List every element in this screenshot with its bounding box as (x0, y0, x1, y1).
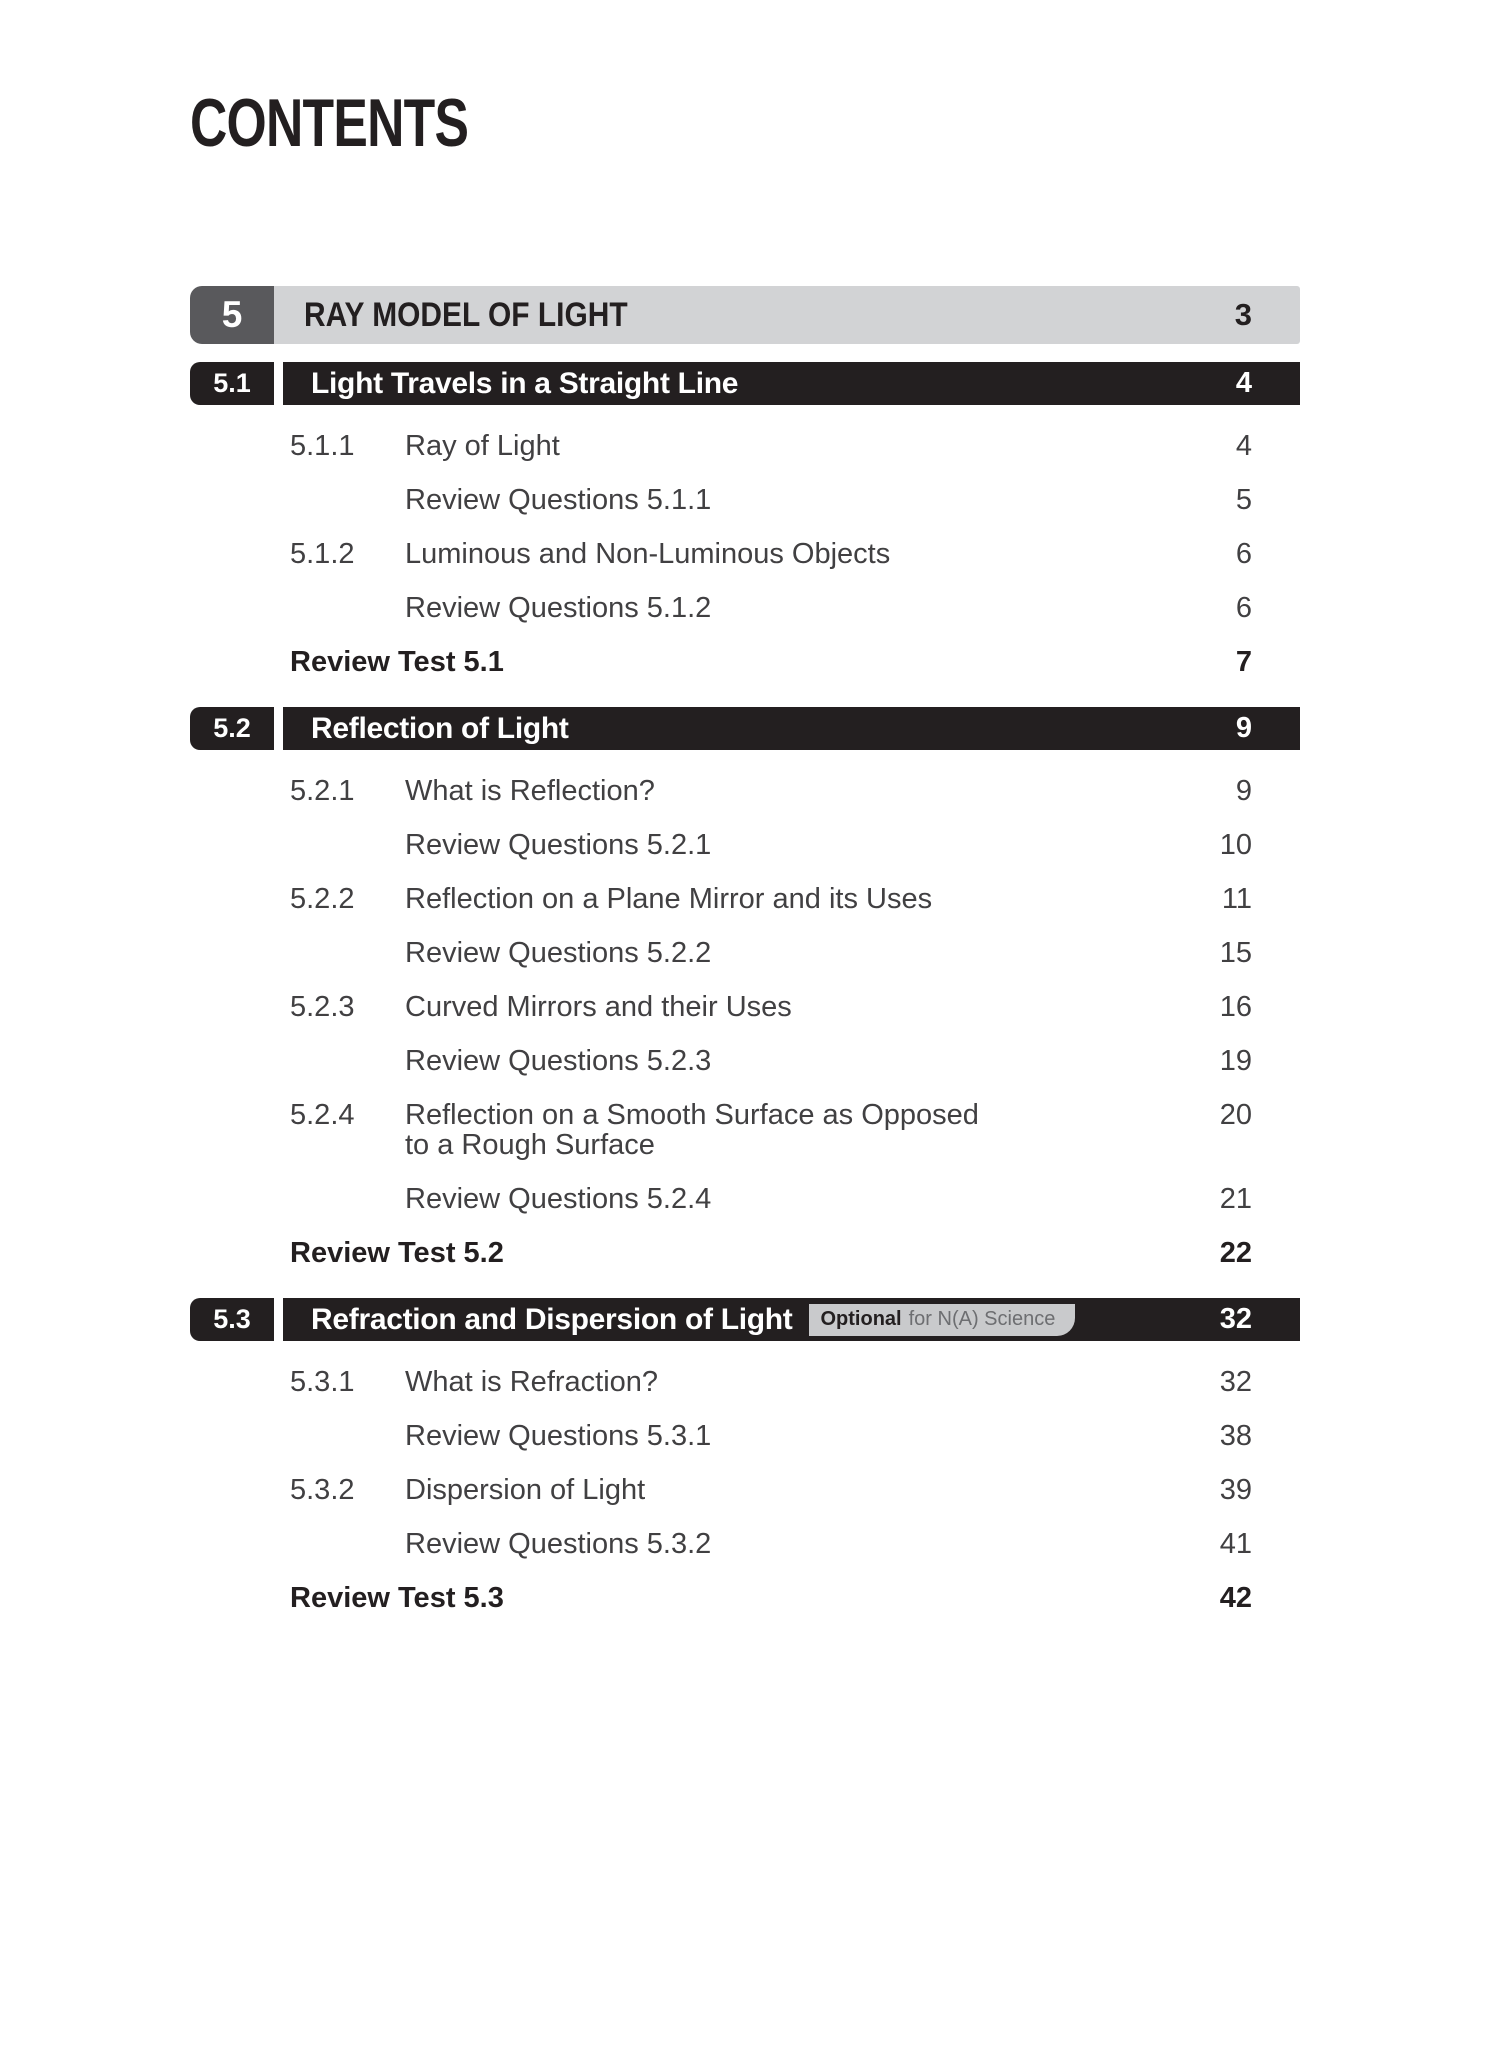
item-title-line-2: to a Rough Surface (405, 1129, 655, 1161)
item-page-number: 41 (1219, 1528, 1252, 1560)
item-title: Review Questions 5.1.1 (405, 484, 712, 516)
item-number: 5.2.4 (290, 1099, 355, 1131)
item-title: What is Refraction? (405, 1366, 659, 1398)
item-title: What is Reflection? (405, 775, 655, 807)
item-page-number: 6 (1235, 538, 1252, 570)
item-number: 5.2.1 (290, 775, 355, 807)
item-number: 5.1.1 (290, 430, 355, 462)
section-header-5-3 (190, 1298, 1300, 1341)
item-number: 5.3.1 (290, 1366, 355, 1398)
item-title: Reflection on a Plane Mirror and its Uses (405, 883, 933, 915)
item-number: 5.2.3 (290, 991, 355, 1023)
optional-badge-text: for N(A) Science (908, 1307, 1056, 1330)
item-page-number: 32 (1219, 1366, 1252, 1398)
review-test-title: Review Test 5.1 (290, 646, 504, 678)
toc-item (190, 1409, 1300, 1463)
review-test-title: Review Test 5.2 (290, 1237, 504, 1269)
toc-item (190, 419, 1300, 473)
toc-item (190, 1034, 1300, 1088)
item-page-number: 16 (1219, 991, 1252, 1023)
toc-item (190, 581, 1300, 635)
item-title (405, 1100, 1182, 1160)
table-of-contents (190, 0, 1300, 1637)
toc-item (190, 473, 1300, 527)
item-title: Review Questions 5.2.4 (405, 1183, 712, 1215)
toc-item (190, 1172, 1300, 1226)
page-title (190, 85, 1300, 161)
chapter-header-bar (274, 286, 1300, 344)
item-page-number: 10 (1219, 829, 1252, 861)
chapter-title: RAY MODEL OF LIGHT (304, 295, 628, 334)
section-header-bar (283, 1298, 1300, 1341)
section-5-1-items (190, 405, 1300, 701)
section-5-2-items (190, 750, 1300, 1292)
toc-item (190, 980, 1300, 1034)
chapter-page-number: 3 (1234, 297, 1252, 332)
item-title: Luminous and Non-Luminous Objects (405, 538, 891, 570)
review-test-title: Review Test 5.3 (290, 1582, 504, 1614)
toc-item (190, 1517, 1300, 1571)
section-header-5-2 (190, 707, 1300, 750)
item-page-number: 21 (1219, 1183, 1252, 1215)
item-title: Dispersion of Light (405, 1474, 646, 1506)
review-test-row (190, 1571, 1300, 1625)
section-title: Light Travels in a Straight Line (311, 366, 739, 400)
item-title-line-1: Reflection on a Smooth Surface as Opposed (405, 1099, 979, 1131)
chapter-number-badge: 5 (190, 286, 274, 344)
section-5-3-items (190, 1341, 1300, 1637)
review-test-page-number: 7 (1235, 646, 1252, 678)
section-page-number: 32 (1219, 1303, 1252, 1335)
section-number-badge: 5.2 (190, 707, 274, 750)
item-title: Review Questions 5.3.1 (405, 1420, 712, 1452)
item-page-number: 15 (1219, 937, 1252, 969)
section-number-badge: 5.3 (190, 1298, 274, 1341)
item-number: 5.1.2 (290, 538, 355, 570)
toc-item (190, 1088, 1300, 1172)
toc-item (190, 764, 1300, 818)
item-number: 5.2.2 (290, 883, 355, 915)
item-title: Review Questions 5.1.2 (405, 592, 712, 624)
section-title: Reflection of Light (311, 711, 569, 745)
section-page-number: 4 (1235, 367, 1252, 399)
item-page-number: 6 (1235, 592, 1252, 624)
item-title: Review Questions 5.2.3 (405, 1045, 712, 1077)
item-page-number: 39 (1219, 1474, 1252, 1506)
toc-item (190, 1463, 1300, 1517)
toc-item (190, 926, 1300, 980)
item-title: Review Questions 5.2.2 (405, 937, 712, 969)
review-test-row (190, 1226, 1300, 1280)
item-title: Review Questions 5.2.1 (405, 829, 712, 861)
toc-item (190, 818, 1300, 872)
toc-item (190, 872, 1300, 926)
item-page-number: 38 (1219, 1420, 1252, 1452)
item-page-number: 9 (1235, 775, 1252, 807)
section-page-number: 9 (1235, 712, 1252, 744)
item-page-number: 11 (1221, 883, 1252, 915)
item-page-number: 5 (1235, 484, 1252, 516)
review-test-row (190, 635, 1300, 689)
page-title-text: CONTENTS (190, 85, 469, 161)
section-number-badge: 5.1 (190, 362, 274, 405)
item-title: Review Questions 5.3.2 (405, 1528, 712, 1560)
section-header-5-1 (190, 362, 1300, 405)
review-test-page-number: 42 (1219, 1582, 1252, 1614)
item-title: Ray of Light (405, 430, 560, 462)
section-title: Refraction and Dispersion of Light (311, 1302, 793, 1336)
item-title: Curved Mirrors and their Uses (405, 991, 792, 1023)
toc-item (190, 1355, 1300, 1409)
section-header-bar (283, 707, 1300, 750)
item-page-number: 20 (1219, 1099, 1252, 1131)
chapter-header (190, 286, 1300, 344)
item-page-number: 4 (1235, 430, 1252, 462)
toc-item (190, 527, 1300, 581)
section-header-bar (283, 362, 1300, 405)
review-test-page-number: 22 (1219, 1237, 1252, 1269)
optional-badge-label: Optional (820, 1307, 902, 1330)
item-page-number: 19 (1219, 1045, 1252, 1077)
optional-badge (809, 1304, 1076, 1336)
item-number: 5.3.2 (290, 1474, 355, 1506)
